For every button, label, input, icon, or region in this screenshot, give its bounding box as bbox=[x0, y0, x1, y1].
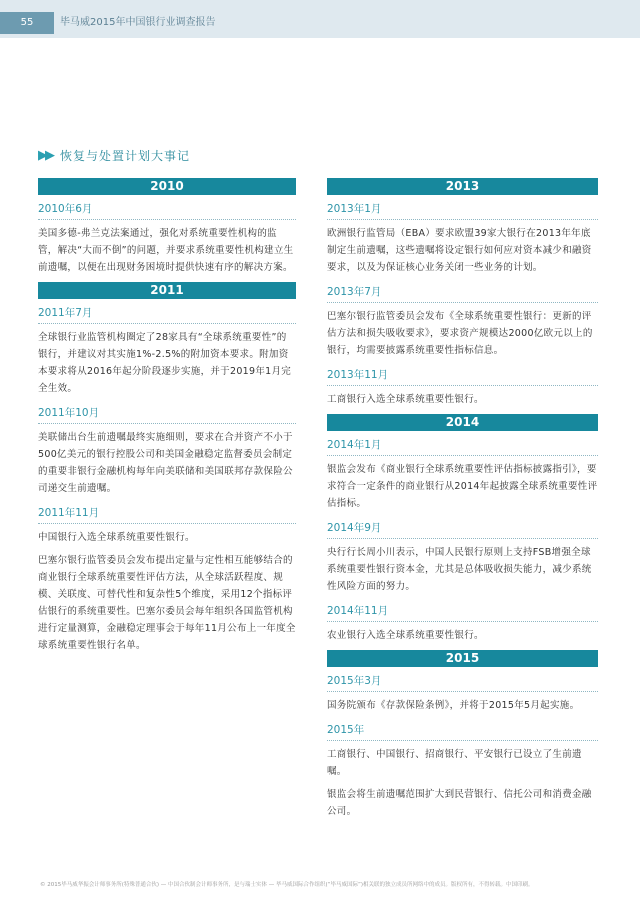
event-date: 2014年11月 bbox=[327, 601, 598, 622]
section-heading bbox=[38, 145, 190, 165]
double-arrow-icon: ▶▶ bbox=[38, 147, 52, 163]
event-description: 工商银行、中国银行、招商银行、平安银行已设立了生前遗嘱。 bbox=[327, 749, 582, 777]
event-description: 巴塞尔银行监管委员会发布《全球系统重要性银行：更新的评估方法和损失吸收要求》，要求资产规模达2000亿欧元以上的银行，均需要披露系统重要性指标信息。 bbox=[327, 311, 593, 356]
event-date: 2013年1月 bbox=[327, 199, 598, 220]
event-description: 全球银行业监管机构圈定了28家具有“全球系统重要性”的银行，并建议对其实施1%-2.5%的附加资本要求。附加资本要求将从2016年起分阶段逐步实施，并于2019年1月完全生效。 bbox=[38, 332, 292, 394]
footer-copyright: © 2015毕马威华振会计师事务所(特殊普通合伙) — 中国合伙制会计师事务所，是与瑞士实体 — 毕马威国际合作组织(“毕马威国际”)相关联的独立成员所网络中的成员。版权所有，不得转载。中国印刷。 bbox=[40, 882, 534, 888]
event-description: 银监会将生前遗嘱范围扩大到民营银行、信托公司和消费金融公司。 bbox=[327, 789, 592, 817]
event-date: 2015年 bbox=[327, 720, 598, 741]
event-date: 2011年11月 bbox=[38, 503, 296, 524]
event-description: 巴塞尔银行监管委员会发布提出定量与定性相互能够结合的商业银行全球系统重要性评估方法，从全球活跃程度、规模、关联度、可替代性和复杂性5个维度，采用12个指标评估银行的系统重要性。巴塞尔委员会每年组织各国监管机构进行定量测算，金融稳定理事会于每年11月公布上一年度全球系统重要性银行名单。 bbox=[38, 555, 296, 651]
year-banner: 2010 bbox=[38, 178, 296, 195]
event-date: 2015年3月 bbox=[327, 671, 598, 692]
event-description: 央行行长周小川表示，中国人民银行原则上支持FSB增强全球系统重要性银行资本金，尤其是总体吸收损失能力，减少系统性风险方面的努力。 bbox=[327, 547, 592, 592]
year-banner: 2013 bbox=[327, 178, 598, 195]
event-date: 2010年6月 bbox=[38, 199, 296, 220]
event-date: 2013年11月 bbox=[327, 365, 598, 386]
timeline-left-column bbox=[38, 178, 296, 660]
event-date: 2013年7月 bbox=[327, 282, 598, 303]
event-description: 欧洲银行监管局（EBA）要求欧盟39家大银行在2013年年底制定生前遗嘱，这些遗嘱将设定银行如何应对资本减少和融资要求，以及为保证核心业务关闭一些业务的计划。 bbox=[327, 228, 592, 273]
event-description: 银监会发布《商业银行全球系统重要性评估指标披露指引》，要求符合一定条件的商业银行从2014年起披露全球系统重要性评估指标。 bbox=[327, 464, 598, 509]
running-header-title: 毕马威2015年中国银行业调查报告 bbox=[60, 17, 216, 28]
event-description: 农业银行入选全球系统重要性银行。 bbox=[327, 630, 484, 641]
event-description: 国务院颁布《存款保险条例》，并将于2015年5月起实施。 bbox=[327, 700, 580, 711]
timeline-right-column bbox=[327, 178, 598, 826]
event-description: 美联储出台生前遗嘱最终实施细则，要求在合并资产不小于500亿美元的银行控股公司和美国金融稳定监督委员会制定的重要非银行金融机构每年向美联储和美国联邦存款保险公司递交生前遗嘱。 bbox=[38, 432, 293, 494]
top-header-bar bbox=[0, 0, 640, 38]
section-title-text: 恢复与处置计划大事记 bbox=[60, 148, 191, 163]
event-date: 2014年9月 bbox=[327, 518, 598, 539]
year-banner: 2011 bbox=[38, 282, 296, 299]
event-description: 工商银行入选全球系统重要性银行。 bbox=[327, 394, 484, 405]
year-banner: 2014 bbox=[327, 414, 598, 431]
event-date: 2011年10月 bbox=[38, 403, 296, 424]
event-description: 中国银行入选全球系统重要性银行。 bbox=[38, 532, 195, 543]
event-description: 美国多德-弗兰克法案通过，强化对系统重要性机构的监管，解决“大而不倒”的问题，并要求系统重要性机构建立生前遗嘱，以便在出现财务困境时提供快速有序的解决方案。 bbox=[38, 228, 294, 273]
event-date: 2014年1月 bbox=[327, 435, 598, 456]
year-banner: 2015 bbox=[327, 650, 598, 667]
page-number: 55 bbox=[0, 12, 54, 34]
event-date: 2011年7月 bbox=[38, 303, 296, 324]
